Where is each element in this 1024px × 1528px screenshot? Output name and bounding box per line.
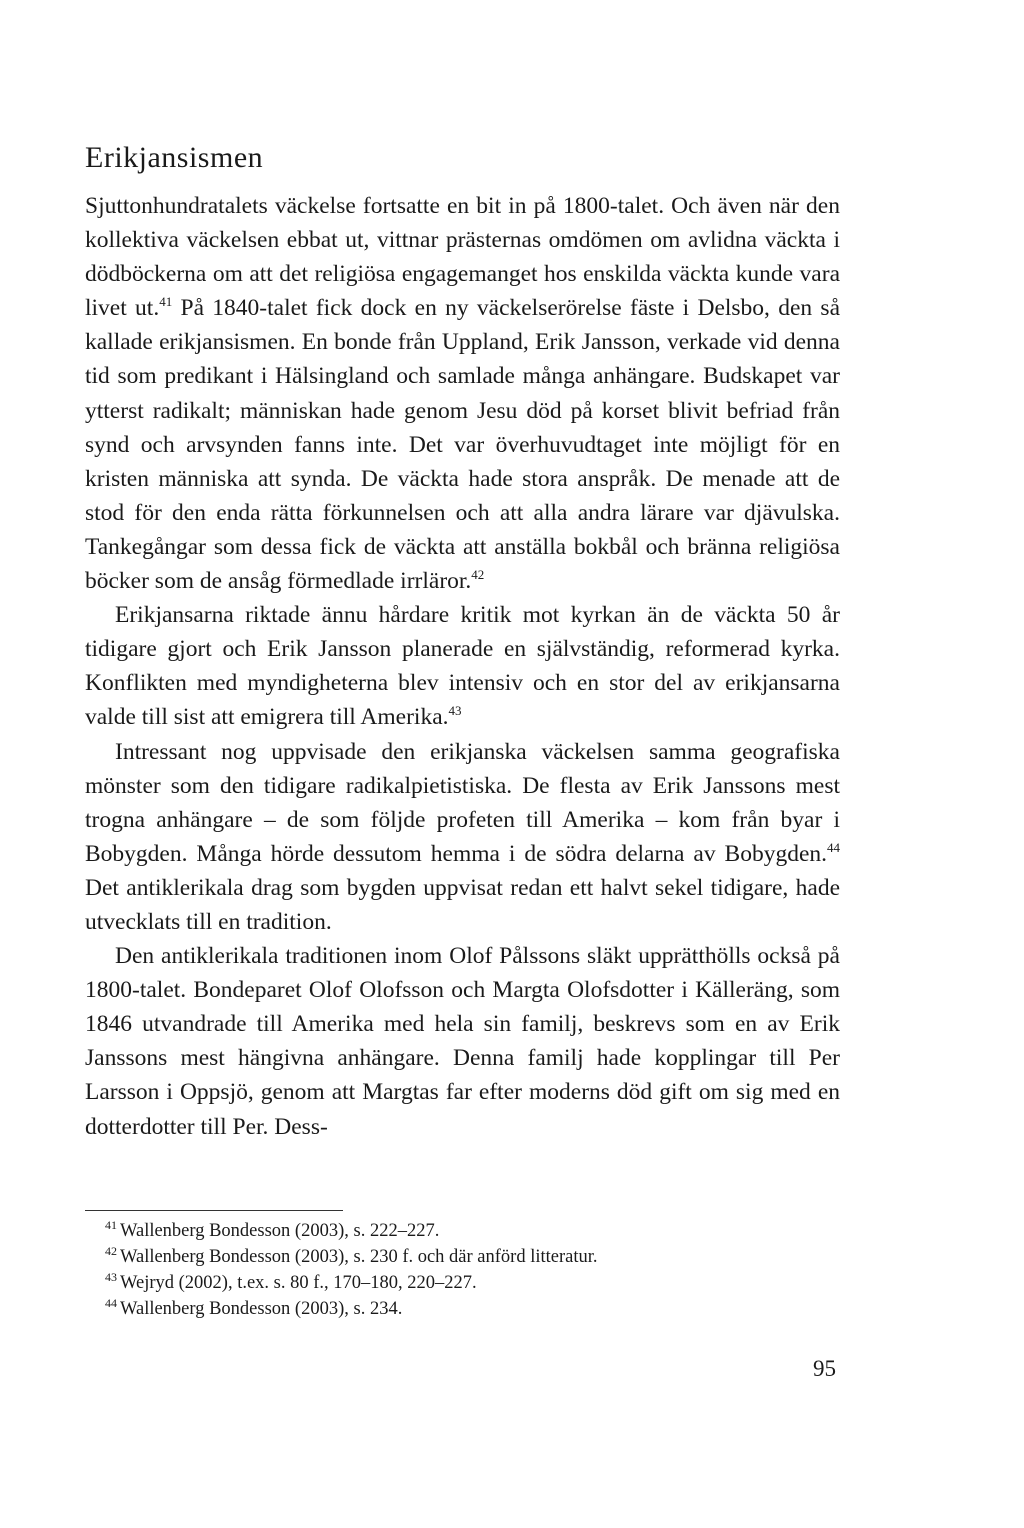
page-body [85, 138, 840, 1144]
footnote-text: Wallenberg Bondesson (2003), s. 234. [120, 1299, 403, 1319]
paragraph-text: Erikjansarna riktade ännu hårdare kritik mot kyrkan än de väckta 50 år tidigare gjort och Erik Jansson planerade en självständig, reformerad kyrka. Konflikten med myndigheterna blev intensiv och en stor del av erikjansarna valde till sist att emigrera till Amerika. [85, 602, 840, 731]
section-heading: Erikjansismen [85, 141, 264, 174]
paragraph-2 [85, 598, 840, 734]
footnote-41 [85, 1218, 840, 1244]
footnote-divider [85, 1210, 343, 1211]
footnote-ref-44[interactable]: 44 [827, 839, 840, 855]
footnote-43 [85, 1270, 840, 1296]
footnote-number: 43 [105, 1270, 117, 1284]
footnote-number: 44 [105, 1296, 117, 1310]
footnote-number: 41 [105, 1218, 117, 1232]
footnote-text: Wejryd (2002), t.ex. s. 80 f., 170–180, 220–227. [120, 1273, 477, 1293]
footnote-text: Wallenberg Bondesson (2003), s. 230 f. och där anförd litteratur. [120, 1247, 598, 1267]
page-number: 95 [813, 1356, 836, 1381]
paragraph-text: Det antiklerikala drag som bygden uppvisat redan ett halvt sekel tidigare, hade utvecklats till en tradition. [85, 874, 840, 935]
footnote-44 [85, 1296, 840, 1322]
footnote-ref-42[interactable]: 42 [471, 567, 485, 583]
footnote-number: 42 [105, 1244, 117, 1258]
footnote-ref-43[interactable]: 43 [448, 703, 462, 719]
paragraph-text: Sjuttonhundratalets väckelse fortsatte en bit in på 1800-talet. Och även när den kollektiva väckelsen ebbat ut, vittnar prästernas omdömen om avlidna väckta i dödböckerna om att det religiösa engagemanget hos enskilda väckta kunde vara livet ut. [85, 193, 840, 322]
paragraph-1 [85, 189, 840, 598]
footnote-ref-41[interactable]: 41 [159, 294, 173, 310]
footnote-42 [85, 1244, 840, 1270]
paragraph-text: Intressant nog uppvisade den erikjanska väckelsen samma geografiska mönster som den tidigare radikalpietistiska. De flesta av Erik Janssons mest trogna anhängare – de som följde profeten till Amerika – kom från byar i Bobygden. Många hörde dessutom hemma i de södra delarna av Bobygden. [85, 738, 840, 867]
paragraph-text: På 1840-talet fick dock en ny väckelserörelse fäste i Delsbo, den så kallade erikjansismen. En bonde från Uppland, Erik Jansson, verkade vid denna tid som predikant i Hälsingland och samlade många anhängare. Budskapet var ytterst radikalt; människan hade genom Jesu död på korset blivit befriad från synd och arvsynden fanns inte. Det var överhuvudtaget inte möjligt för en kristen människa att synda. De väckta hade stora anspråk. De menade att de stod för den enda rätta förkunnelsen och att alla andra lärare var djävulska. Tankegångar som dessa fick de väckta att anställa bokbål och bränna religiösa böcker som de ansåg förmedlade irrläror. [85, 295, 841, 595]
paragraph-4 [85, 939, 840, 1144]
footnotes [85, 1210, 840, 1322]
footnote-text: Wallenberg Bondesson (2003), s. 222–227. [120, 1221, 440, 1241]
paragraph-text: Den antiklerikala traditionen inom Olof Pålssons släkt upprätthölls också på 1800-talet. Bondeparet Olof Olofsson och Margta Olofsdotter i Källeräng, som 1846 utvandrade till Amerika med hela sin familj, beskrevs som en av Erik Janssons mest hängivna anhängare. Denna familj hade kopplingar till Per Larsson i Oppsjö, genom att Margtas far efter moderns död gift om sig med en dotterdotter till Per. Dess- [85, 943, 840, 1140]
paragraph-3 [85, 735, 840, 940]
